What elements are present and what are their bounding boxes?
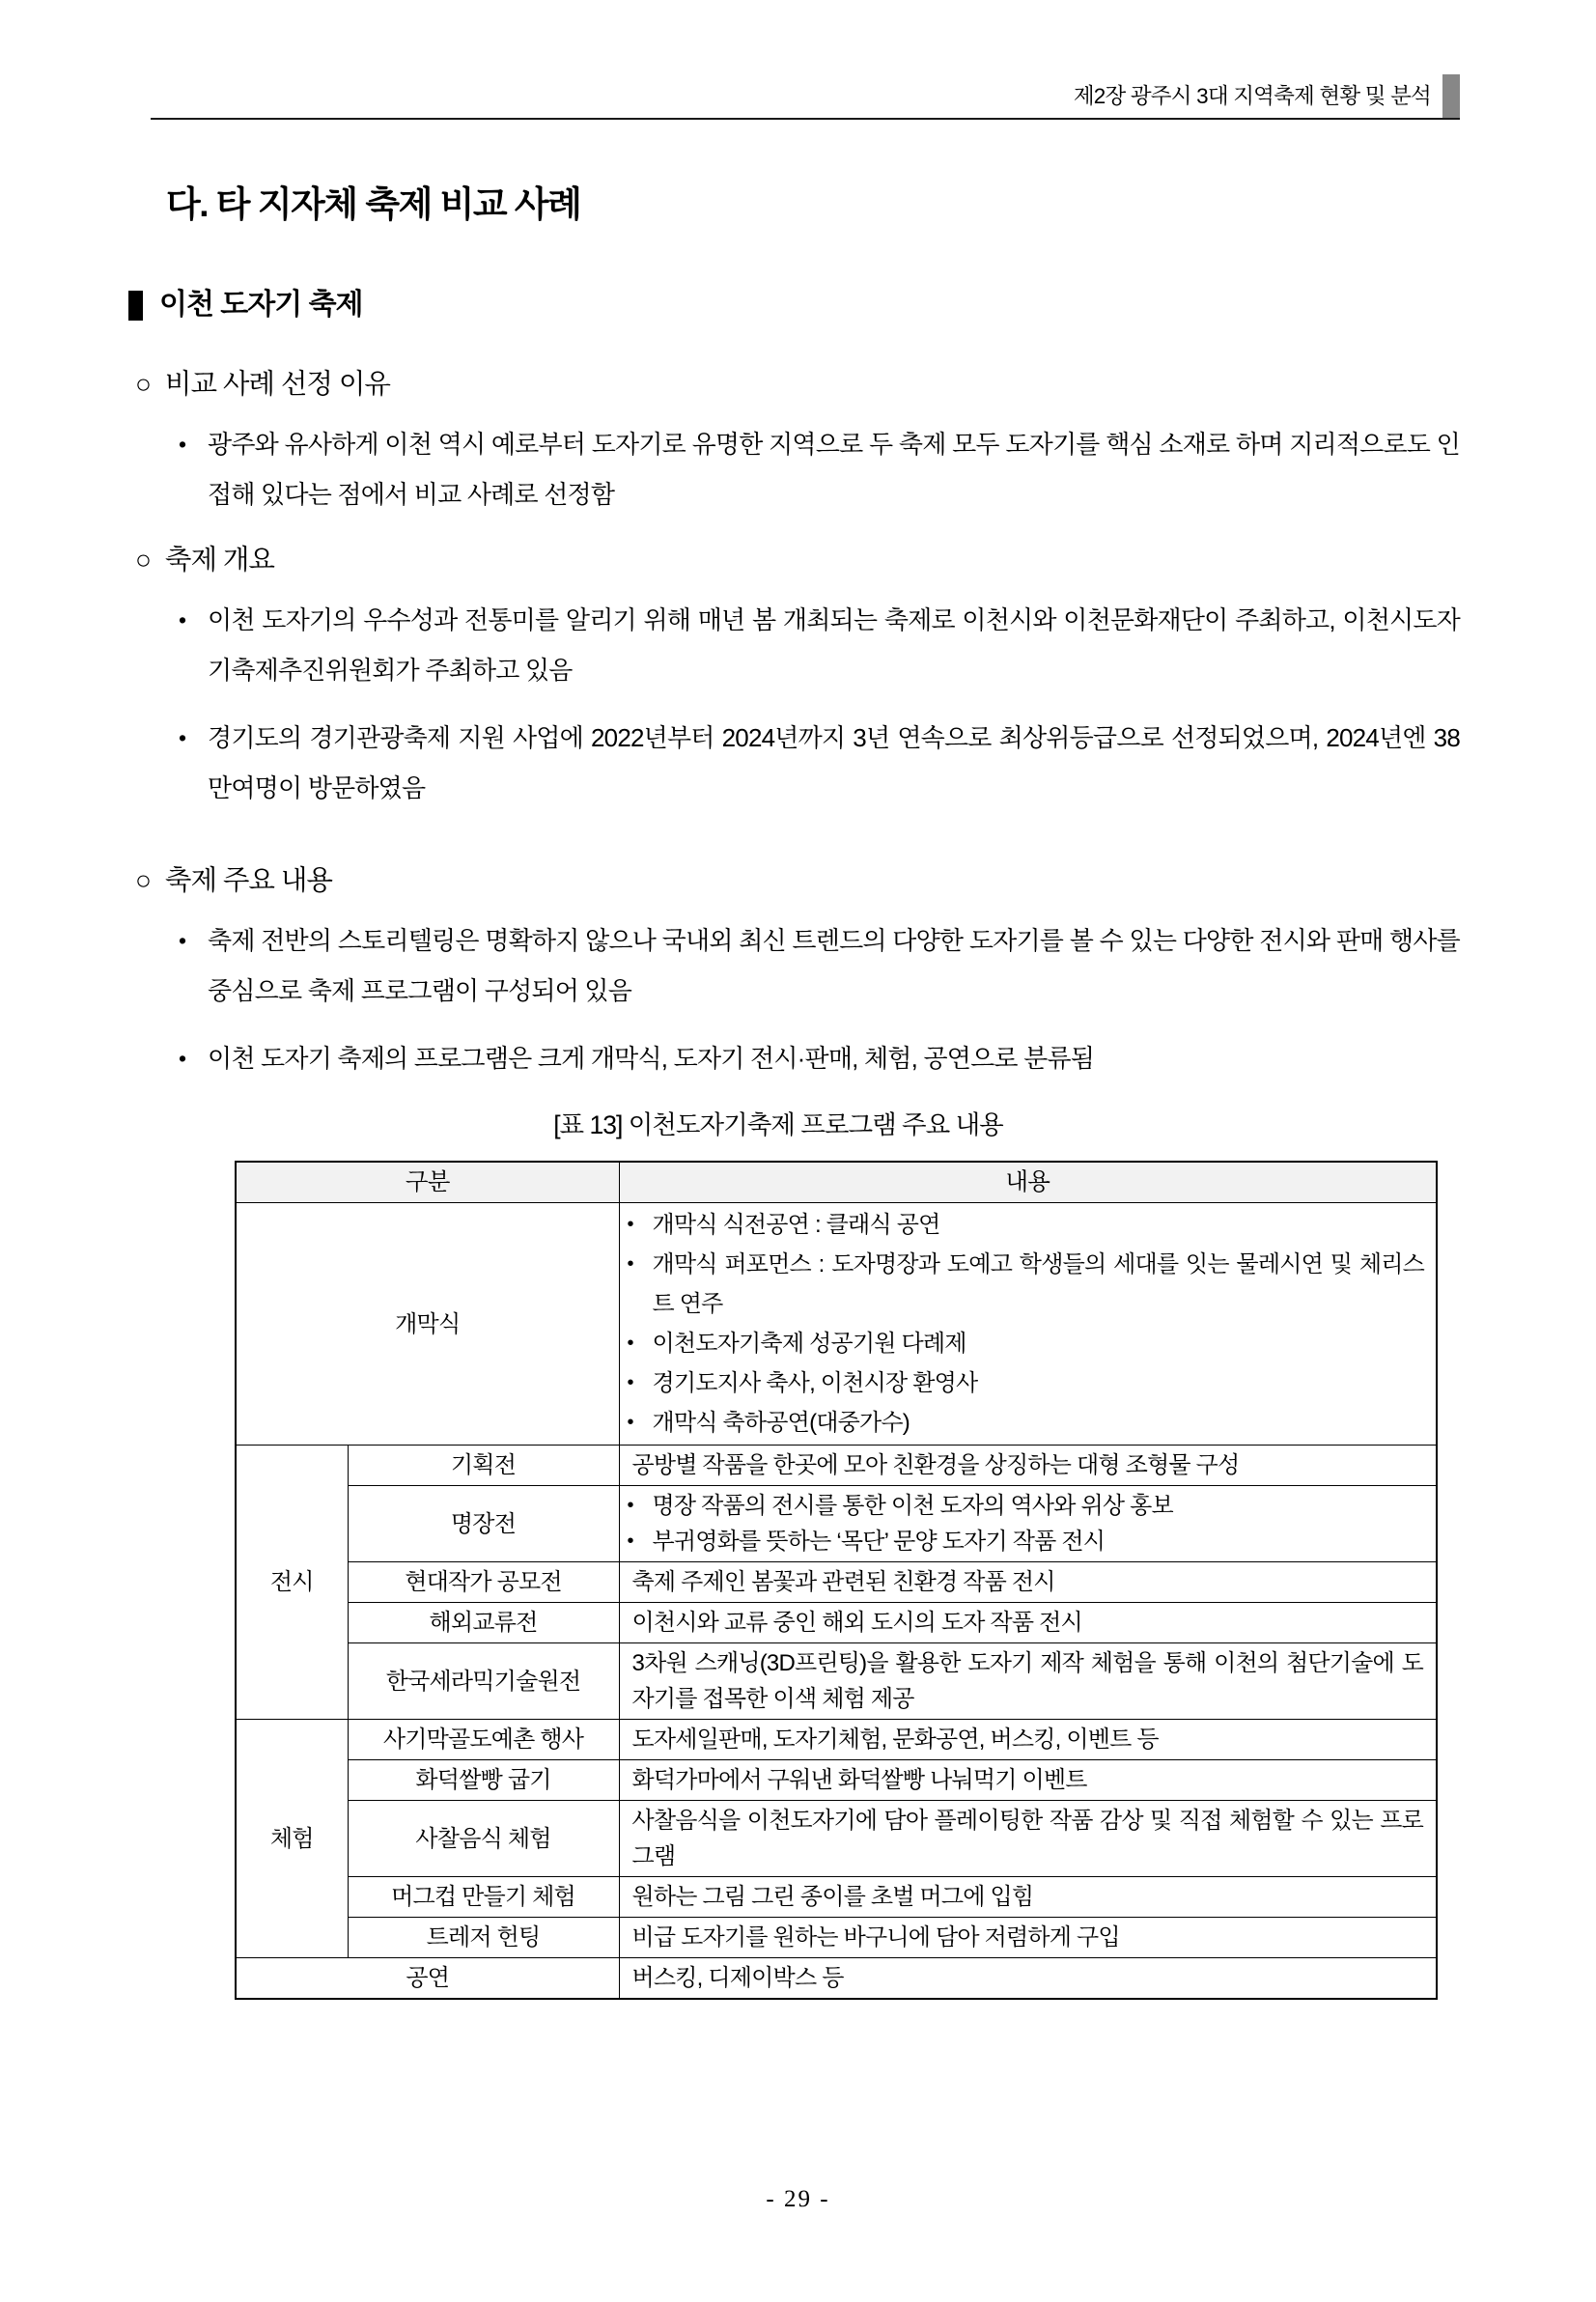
subsection-heading: ○ 축제 개요 bbox=[135, 543, 1460, 577]
cell-bullet-text: • 개막식 축하공연(대중가수) bbox=[652, 1410, 910, 1436]
row-content: 공방별 작품을 한곳에 모아 친환경을 상징하는 대형 조형물 구성 bbox=[619, 1446, 1437, 1486]
row-label: 공연 bbox=[236, 1958, 619, 2000]
section-heading bbox=[128, 288, 1460, 323]
subsection-reason bbox=[97, 367, 1460, 519]
bullet-text: • 경기도의 경기관광축제 지원 사업에 2022년부터 2024년까지 3년 연속으로 최상위등급으로 선정되었으며, 2024년엔 38만여명이 방문하였음 bbox=[208, 723, 1460, 802]
bullet-item bbox=[179, 1033, 1460, 1083]
table-row bbox=[236, 1877, 1437, 1918]
page-title: 다. 타 지자체 축제 비교 사례 bbox=[166, 184, 581, 224]
table-row bbox=[236, 1603, 1437, 1643]
table-row bbox=[236, 1203, 1437, 1446]
bullet-text: • 광주와 유사하게 이천 역시 예로부터 도자기로 유명한 지역으로 두 축제 모두 도자기를 핵심 소재로 하며 지리적으로도 인접해 있다는 점에서 비교 사례로 선정함 bbox=[208, 430, 1460, 509]
row-content: 3차원 스캐닝(3D프린팅)을 활용한 도자기 제작 체험을 통해 이천의 첨단기술에 도자기를 접목한 이색 체험 제공 bbox=[619, 1643, 1437, 1720]
cell-bullet-text: • 개막식 식전공연 : 클래식 공연 bbox=[652, 1212, 940, 1238]
row-content bbox=[619, 1203, 1437, 1446]
column-header-content: 내용 bbox=[619, 1162, 1437, 1203]
table-row bbox=[236, 1801, 1437, 1877]
bullet-item bbox=[179, 713, 1460, 813]
row-content bbox=[619, 1486, 1437, 1562]
row-content: 이천시와 교류 중인 해외 도시의 도자 작품 전시 bbox=[619, 1603, 1437, 1643]
group-label: 전시 bbox=[236, 1446, 348, 1720]
cell-bullet-item bbox=[628, 1363, 1425, 1403]
table-row bbox=[236, 1446, 1437, 1486]
table-caption: [표 13] 이천도자기축제 프로그램 주요 내용 bbox=[553, 1110, 1003, 1139]
cell-bullet-text: • 명장 작품의 전시를 통한 이천 도자의 역사와 위상 홍보 bbox=[652, 1493, 1173, 1519]
cell-bullet-item bbox=[628, 1324, 1425, 1363]
running-header bbox=[151, 44, 1460, 120]
row-label: 화덕쌀빵 굽기 bbox=[348, 1760, 619, 1801]
cell-bullet-text: • 부귀영화를 뜻하는 ‘목단’ 문양 도자기 작품 전시 bbox=[652, 1529, 1106, 1555]
cell-bullet-item bbox=[628, 1205, 1425, 1245]
table-header-row bbox=[236, 1162, 1437, 1203]
row-label: 개막식 bbox=[236, 1203, 619, 1446]
bullet-text: • 축제 전반의 스토리텔링은 명확하지 않으나 국내외 최신 트렌드의 다양한 도자기를 볼 수 있는 다양한 전시와 판매 행사를 중심으로 축제 프로그램이 구성되어 있음 bbox=[208, 926, 1460, 1005]
cell-bullet-item bbox=[628, 1245, 1425, 1324]
row-label: 한국세라믹기술원전 bbox=[348, 1643, 619, 1720]
bullet-item bbox=[179, 915, 1460, 1016]
running-header-text: 제2장 광주시 3대 지역축제 현황 및 분석 bbox=[1073, 84, 1431, 108]
cell-bullet-item bbox=[628, 1403, 1425, 1443]
subsection-main-content bbox=[97, 863, 1460, 1083]
subsection-heading: ○ 축제 주요 내용 bbox=[135, 863, 1460, 898]
table-row bbox=[236, 1720, 1437, 1760]
table-row bbox=[236, 1918, 1437, 1958]
row-label: 머그컵 만들기 체험 bbox=[348, 1877, 619, 1918]
document-page bbox=[0, 44, 1596, 2000]
row-content: 사찰음식을 이천도자기에 담아 플레이팅한 작품 감상 및 직접 체험할 수 있는 프로그램 bbox=[619, 1801, 1437, 1877]
cell-bullet-item bbox=[628, 1524, 1425, 1559]
header-accent-bar bbox=[1442, 74, 1460, 118]
bullet-text: • 이천 도자기의 우수성과 전통미를 알리기 위해 매년 봄 개최되는 축제로 이천시와 이천문화재단이 주최하고, 이천시도자기축제추진위원회가 주최하고 있음 bbox=[208, 605, 1460, 685]
section-marker-icon bbox=[128, 291, 143, 321]
subsection-overview bbox=[97, 543, 1460, 813]
row-label: 트레저 헌팅 bbox=[348, 1918, 619, 1958]
row-label: 명장전 bbox=[348, 1486, 619, 1562]
row-label: 해외교류전 bbox=[348, 1603, 619, 1643]
program-table bbox=[235, 1161, 1438, 2000]
row-content: 축제 주제인 봄꽃과 관련된 친환경 작품 전시 bbox=[619, 1562, 1437, 1603]
subsection-heading: ○ 비교 사례 선정 이유 bbox=[135, 367, 1460, 402]
row-content: 버스킹, 디제이박스 등 bbox=[619, 1958, 1437, 2000]
row-content: 비급 도자기를 원하는 바구니에 담아 저렴하게 구입 bbox=[619, 1918, 1437, 1958]
row-label: 사찰음식 체험 bbox=[348, 1801, 619, 1877]
cell-bullet-text: • 이천도자기축제 성공기원 다례제 bbox=[652, 1331, 966, 1357]
row-label: 사기막골도예촌 행사 bbox=[348, 1720, 619, 1760]
group-label: 체험 bbox=[236, 1720, 348, 1958]
cell-bullet-text: • 경기도지사 축사, 이천시장 환영사 bbox=[652, 1370, 978, 1396]
row-content: 도자세일판매, 도자기체험, 문화공연, 버스킹, 이벤트 등 bbox=[619, 1720, 1437, 1760]
row-label: 현대작가 공모전 bbox=[348, 1562, 619, 1603]
table-row bbox=[236, 1958, 1437, 2000]
table-row bbox=[236, 1486, 1437, 1562]
table-row bbox=[236, 1643, 1437, 1720]
cell-bullet-text: • 개막식 퍼포먼스 : 도자명장과 도예고 학생들의 세대를 잇는 물레시연 및 체리스트 연주 bbox=[652, 1251, 1425, 1317]
table-row bbox=[236, 1760, 1437, 1801]
page-number: - 29 - bbox=[766, 2186, 830, 2212]
row-content: 원하는 그림 그린 종이를 초벌 머그에 입힘 bbox=[619, 1877, 1437, 1918]
column-header-category: 구분 bbox=[236, 1162, 619, 1203]
bullet-item bbox=[179, 595, 1460, 695]
section-heading-label: 이천 도자기 축제 bbox=[159, 289, 363, 321]
row-label: 기획전 bbox=[348, 1446, 619, 1486]
bullet-text: • 이천 도자기 축제의 프로그램은 크게 개막식, 도자기 전시·판매, 체험, 공연으로 분류됨 bbox=[208, 1044, 1095, 1073]
table-row bbox=[236, 1562, 1437, 1603]
cell-bullet-item bbox=[628, 1488, 1425, 1524]
row-content: 화덕가마에서 구워낸 화덕쌀빵 나눠먹기 이벤트 bbox=[619, 1760, 1437, 1801]
bullet-item bbox=[179, 419, 1460, 519]
